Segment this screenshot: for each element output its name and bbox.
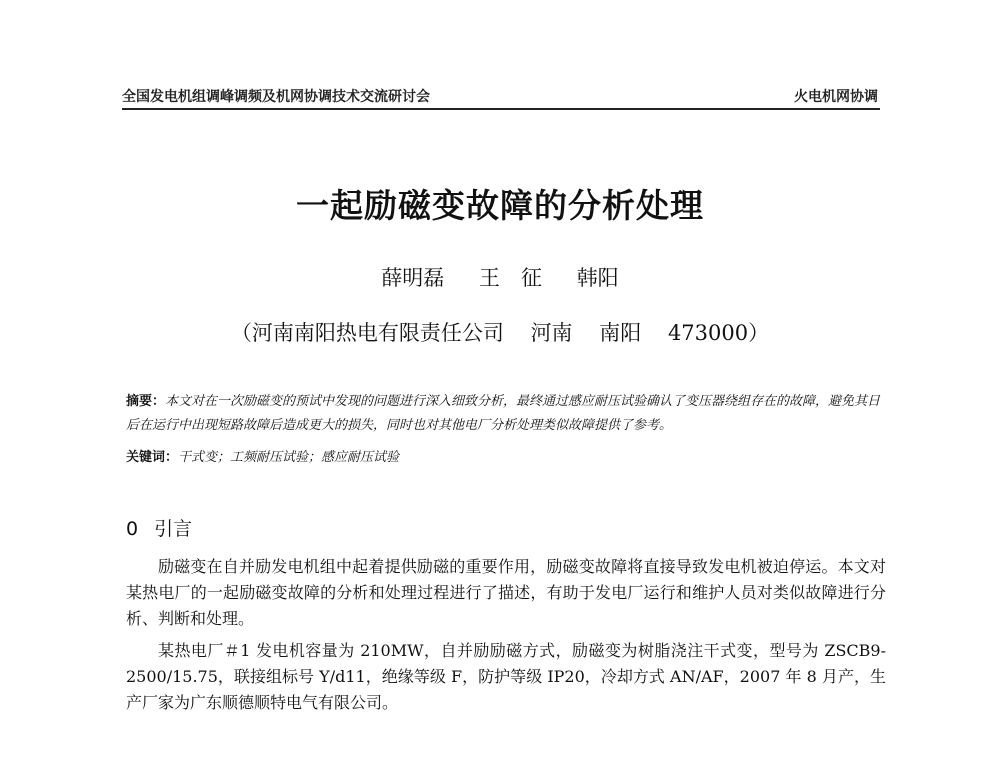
header-conference-name: 全国发电机组调峰调频及机网协调技术交流研讨会 xyxy=(122,89,430,105)
header-section-name: 火电机网协调 xyxy=(794,89,878,105)
author-name: 韩阳 xyxy=(576,266,619,290)
affiliation-city: 南阳 xyxy=(599,321,642,345)
header-rule xyxy=(122,108,880,110)
affiliation-org: （河南南阳热电有限责任公司 xyxy=(230,321,504,345)
body-text xyxy=(126,554,886,722)
keywords xyxy=(126,446,886,465)
running-header xyxy=(122,86,878,108)
section-number: 0 xyxy=(126,518,139,540)
abstract-text: 本文对在一次励磁变的预试中发现的问题进行深入细致分析，最终通过感应耐压试验确认了变压器绕组存在的故障，避免其日后在运行中出现短路故障后造成更大的损失，同时也对其他电厂分析处理类似故障提供了参考。 xyxy=(126,394,881,433)
affiliation xyxy=(0,317,1000,347)
section-title: 引言 xyxy=(154,518,193,540)
body-paragraph: 某热电厂＃1 发电机容量为 210MW，自并励励磁方式，励磁变为树脂浇注干式变，型号为 ZSCB9-2500/15.75，联接组标号 Y/d11，绝缘等级 F，防护等级 IP20，冷却方式 AN/AF，2007 年 8 月产，生产厂家为广东顺德顺特电气有限公司。 xyxy=(126,641,886,712)
author-name: 薛明磊 xyxy=(381,266,445,290)
affiliation-province: 河南 xyxy=(530,321,573,345)
keywords-text: 干式变；工频耐压试验；感应耐压试验 xyxy=(178,450,400,465)
abstract-label: 摘要： xyxy=(126,394,166,409)
paper-title: 一起励磁变故障的分析处理 xyxy=(296,186,704,225)
author-list xyxy=(0,262,1000,292)
body-paragraph: 励磁变在自并励发电机组中起着提供励磁的重要作用，励磁变故障将直接导致发电机被迫停运。本文对某热电厂的一起励磁变故障的分析和处理过程进行了描述，有助于发电厂运行和维护人员对类似故障进行分析、判断和处理。 xyxy=(126,557,886,628)
section-heading xyxy=(126,514,192,541)
abstract xyxy=(126,390,886,438)
author-name: 王 征 xyxy=(479,266,542,290)
keywords-label: 关键词： xyxy=(126,450,179,465)
affiliation-postcode: 473000） xyxy=(667,321,770,345)
